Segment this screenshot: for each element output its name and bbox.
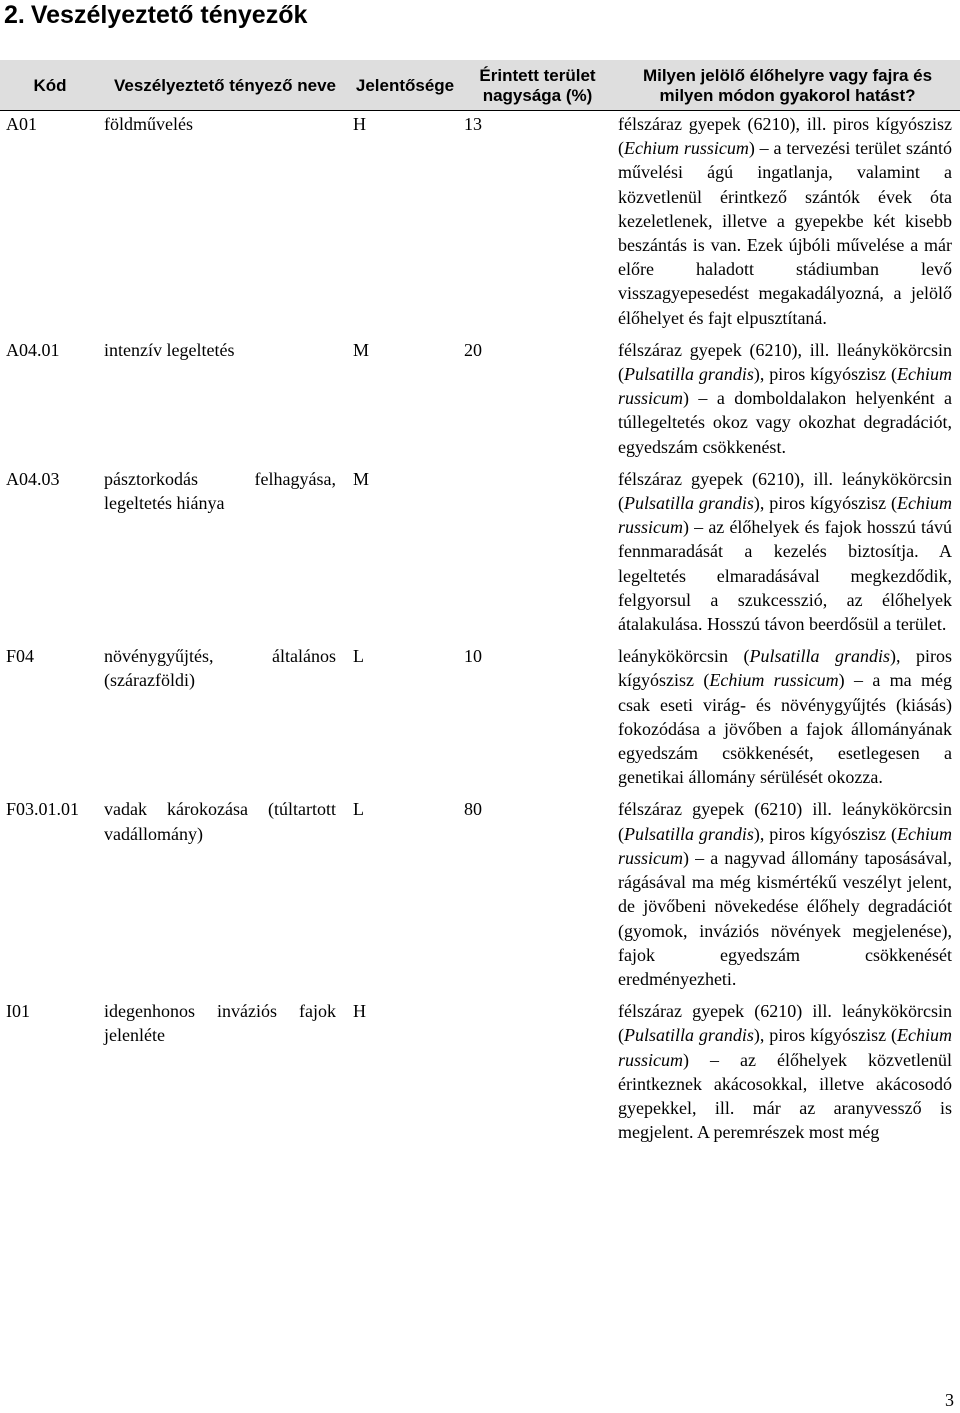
- affected-area: 80: [464, 799, 482, 820]
- threats-table: [0, 60, 960, 1152]
- description-text: ), piros kígyószisz (: [753, 364, 898, 385]
- species-name: Echium russicum: [618, 493, 953, 538]
- threat-code: A01: [6, 114, 37, 134]
- threat-name: növénygyűjtés, általános (szárazföldi): [104, 646, 336, 691]
- affected-area: [460, 999, 615, 1152]
- species-name: Echium russicum: [624, 138, 749, 159]
- description-text: ) – az élőhelyek közvetlenül érintkeznek akácosokkal, illetve akácosodó gyepekkel, ill. már az aranyvessző is megjelent. A peremrészek most még: [618, 1049, 952, 1143]
- table-row: [0, 467, 960, 644]
- impact-description: [615, 797, 960, 999]
- threat-code: A04.01: [6, 339, 60, 360]
- species-name: Echium russicum: [618, 364, 953, 409]
- threat-code: F03.01.01: [6, 799, 80, 820]
- affected-area: 20: [464, 339, 482, 360]
- table-row: [0, 644, 960, 797]
- species-name: Echium russicum: [618, 823, 953, 868]
- description-text: félszáraz gyepek (6210) ill. leánykökörcsin (: [618, 1001, 952, 1046]
- threat-code: A04.03: [6, 468, 60, 489]
- impact-description: [615, 111, 960, 338]
- description-text: ) – a tervezési terület szántó művelési ágú ingatlanja, valamint a közvetlenül érintkező szántók évek óta kezeletlenek, illetve a gyepekbe két kisebb beszántás is van. Ezek újbóli művelése a már előre haladott stádiumban levő visszagyepesedést megakadályozná, a jelölő élőhelyet és fajt elpusztítaná.: [618, 138, 952, 328]
- description-text: ), piros kígyószisz (: [753, 1025, 898, 1046]
- header-area: Érintett terület nagysága (%): [460, 60, 615, 111]
- species-name: Pulsatilla grandis: [749, 646, 890, 667]
- species-name: Echium russicum: [709, 670, 839, 691]
- description-text: ) – az élőhelyek és fajok hosszú távú fennmaradását a kezelés biztosítja. A legeltetés elmaradásával megkezdődik, felgyorsul a szukcesszió, az élőhelyek átalakulása. Hosszú távon beerdősül a terület.: [618, 517, 952, 635]
- description-text: ) – a ma még csak eseti virág- és növénygyűjtés (kiásás) fokozódása a jövőben a fajok állományának egyedszám csökkenését, esetlegesen a genetikai állomány sérülését okozza.: [618, 670, 953, 788]
- description-text: ), piros kígyószisz (: [753, 493, 898, 514]
- table-header-row: [0, 60, 960, 111]
- affected-area: 13: [464, 114, 482, 134]
- impact-description: [615, 644, 960, 797]
- section-title: Veszélyeztető tényezők: [30, 1, 308, 29]
- description-text: ), piros kígyószisz (: [753, 823, 898, 844]
- species-name: Pulsatilla grandis: [624, 493, 754, 514]
- threat-significance: H: [353, 114, 366, 134]
- header-name: Veszélyeztető tényező neve: [100, 60, 350, 111]
- description-text: félszáraz gyepek (6210) ill. leánykökörcsin (: [618, 799, 952, 844]
- impact-description: [615, 999, 960, 1152]
- threat-significance: M: [353, 468, 370, 489]
- page-number: 3: [945, 1390, 954, 1410]
- table-row: [0, 111, 960, 338]
- description-text: ), piros kígyószisz (: [618, 646, 952, 691]
- impact-description: [615, 467, 960, 644]
- threat-name: intenzív legeltetés: [104, 339, 235, 360]
- table-row: [0, 338, 960, 467]
- threat-significance: L: [353, 799, 364, 820]
- table-row: [0, 797, 960, 999]
- species-name: Pulsatilla grandis: [624, 1025, 754, 1046]
- header-code: Kód: [0, 60, 100, 111]
- description-text: ) – a nagyvad állomány taposásával, rágásával ma még kismértékű veszélyt jelent, de jövőbeni növekedése élőhely degradációt (gyomok, inváziós növények megjelenése), fajok egyedszám csökkenését eredményezheti.: [618, 847, 952, 989]
- species-name: Pulsatilla grandis: [624, 364, 754, 385]
- section-heading: [4, 0, 313, 30]
- description-text: ) – a domboldalakon helyenként a túllegeltetés okoz vagy okozhat degradációt, egyedszám csökkenést.: [618, 388, 952, 457]
- threat-name: vadak károkozása (túltartott vadállomány): [104, 799, 336, 844]
- description-text: félszáraz gyepek (6210), ill. piros kígyószisz (: [618, 114, 952, 159]
- description-text: leánykökörcsin (: [618, 646, 750, 667]
- species-name: Pulsatilla grandis: [624, 823, 754, 844]
- impact-description: [615, 338, 960, 467]
- threat-code: I01: [6, 1001, 30, 1022]
- threat-significance: M: [353, 339, 370, 360]
- description-text: félszáraz gyepek (6210), ill. leánykökörcsin (: [618, 468, 952, 514]
- threat-significance: L: [353, 646, 364, 667]
- affected-area: [460, 467, 615, 644]
- section-number: 2.: [4, 1, 25, 29]
- threat-name: idegenhonos inváziós fajok jelenléte: [104, 1001, 336, 1046]
- threat-name: földművelés: [104, 114, 193, 134]
- threat-name: pásztorkodás felhagyása, legeltetés hiánya: [104, 468, 336, 514]
- table-row: [0, 999, 960, 1152]
- threat-significance: H: [353, 1001, 366, 1022]
- description-text: félszáraz gyepek (6210), ill. lleánykökörcsin (: [618, 339, 952, 385]
- header-significance: Jelentősége: [350, 60, 460, 111]
- threat-code: F04: [6, 646, 35, 667]
- header-description: Milyen jelölő élőhelyre vagy fajra és milyen módon gyakorol hatást?: [615, 60, 960, 111]
- species-name: Echium russicum: [618, 1025, 953, 1070]
- affected-area: 10: [464, 646, 482, 667]
